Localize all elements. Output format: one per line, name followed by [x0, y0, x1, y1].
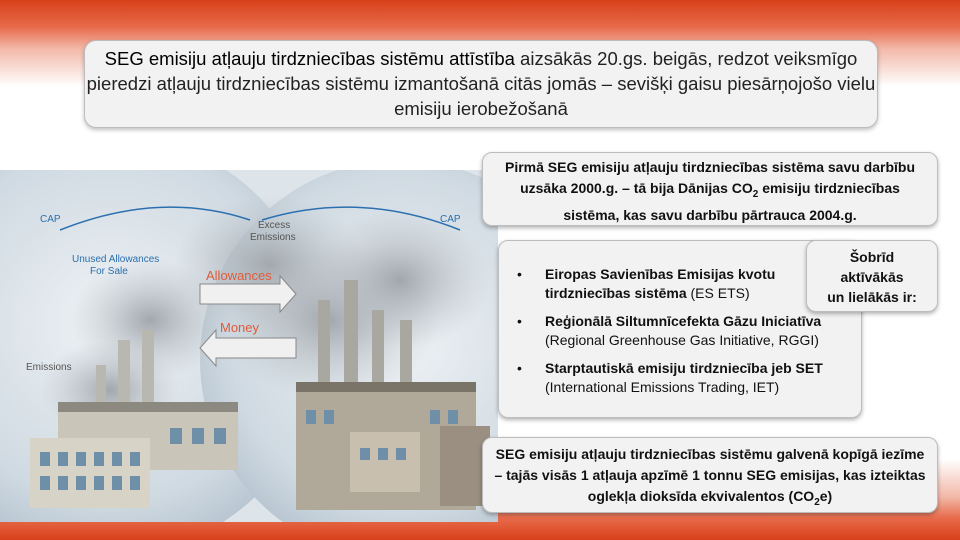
list-item-normal: (ES ETS): [686, 285, 750, 301]
bullet-icon: •: [517, 360, 522, 376]
unused-label-2: For Sale: [90, 266, 128, 277]
bullet-icon: •: [517, 266, 522, 282]
list-item-normal: (International Emissions Trading, IET): [545, 379, 780, 395]
excess-label-2: Emissions: [250, 232, 296, 243]
title-rest: aizsākās 20.gs. beigās, redzot veiksmīgo pieredzi atļauju tirdzniecības sistēmu izmantošanā citās jomās – sevišķi gaisu piesārņojošo vielu emisiju ierobežošanā: [86, 48, 876, 119]
list-item-bold: Reģionālā Siltumnīcefekta Gāzu Iniciatīva: [545, 313, 822, 329]
emissions-label: Emissions: [26, 362, 72, 373]
illustration-svg: [0, 170, 498, 522]
first-system-text-b: emisiju tirdzniecības sistēma, kas savu darbību pārtrauca 2004.g.: [563, 180, 900, 223]
list-item: [507, 359, 853, 397]
active-line-3: un lielākās ir:: [827, 289, 917, 305]
first-system-text-a: Pirmā SEG emisiju atļauju tirdzniecības sistēma savu darbību uzsāka 2000.g. – tā bija Dānijas CO: [504, 159, 916, 196]
list-item: [507, 312, 853, 350]
first-system-sub: 2: [752, 188, 759, 200]
current-systems-list: [507, 265, 853, 397]
title-lead: SEG emisiju atļauju tirdzniecības sistēmu attīstība: [104, 48, 515, 69]
active-line-1: Šobrīd: [849, 249, 895, 265]
unused-label-1: Unused Allowances: [72, 254, 160, 265]
cap-left-label: CAP: [40, 214, 61, 225]
emissions-trading-illustration: [0, 170, 498, 522]
active-systems-callout: [806, 240, 938, 312]
common-feature-box: [482, 437, 938, 513]
title-box: [84, 40, 878, 128]
money-label: Money: [220, 320, 260, 335]
list-item-normal: (Regional Greenhouse Gas Initiative, RGGI): [545, 332, 819, 348]
allowances-label: Allowances: [206, 268, 272, 283]
first-system-box: [482, 152, 938, 226]
list-item: [507, 265, 853, 303]
bullet-icon: •: [517, 313, 522, 329]
list-item-bold: Starptautiskā emisiju tirdzniecība jeb SET: [545, 360, 823, 376]
common-feature-text-a: SEG emisiju atļauju tirdzniecības sistēmu galvenā kopīgā iezīme – tajās visās 1 atļauja apzīmē 1 tonnu SEG emisijas, kas izteiktas oglekļa dioksīda ekvivalentos (CO: [494, 446, 926, 504]
common-feature-text-b: e): [819, 488, 833, 504]
list-item-bold: Eiropas Savienības Emisijas kvotu tirdzniecības sistēma: [545, 266, 776, 301]
common-feature-sub: 2: [814, 496, 820, 508]
cap-right-label: CAP: [440, 214, 461, 225]
active-line-2: aktīvākās: [840, 269, 904, 285]
excess-label-1: Excess: [258, 220, 291, 231]
